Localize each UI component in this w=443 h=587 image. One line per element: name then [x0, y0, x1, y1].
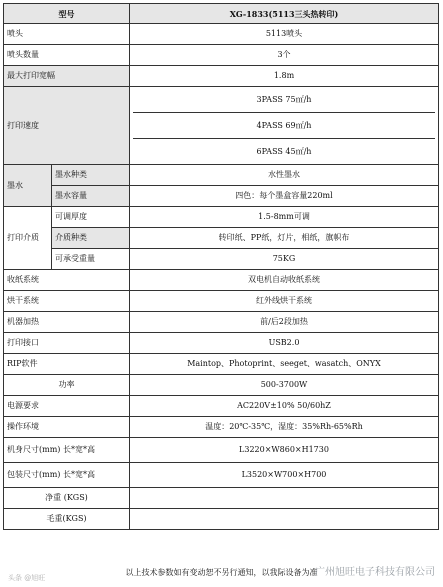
table-row [4, 249, 439, 270]
row-label: 墨水种类 [52, 165, 130, 186]
row-label: 操作环境 [4, 417, 130, 438]
row-label: 烘干系统 [4, 291, 130, 312]
row-value: 1.5-8mm可调 [130, 207, 439, 228]
row-label: 可调厚度 [52, 207, 130, 228]
table-row-speed [4, 87, 439, 165]
row-value: 水性墨水 [130, 165, 439, 186]
row-value: 双电机自动收纸系统 [130, 270, 439, 291]
table-row [4, 488, 439, 509]
row-value: 3个 [130, 45, 439, 66]
table-row [4, 354, 439, 375]
row-label: 机身尺寸(mm) 长*宽*高 [4, 438, 130, 463]
header-label: 型号 [4, 4, 130, 24]
watermark-left: 头条 @旭旺 [8, 574, 46, 582]
row-value: 前/后2段加热 [130, 312, 439, 333]
row-value: 500-3700W [130, 375, 439, 396]
row-label: 电源要求 [4, 396, 130, 417]
footer-note: 以上技术参数如有变动恕不另行通知，以我际设备为准 [125, 568, 318, 577]
spec-table [3, 3, 439, 530]
row-label: 机器加热 [4, 312, 130, 333]
table-row [4, 291, 439, 312]
row-value: 5113喷头 [130, 24, 439, 45]
row-label: 打印接口 [4, 333, 130, 354]
table-row [4, 45, 439, 66]
row-label: 收纸系统 [4, 270, 130, 291]
table-row [4, 165, 439, 186]
row-label: 介质种类 [52, 228, 130, 249]
speed-value: 4PASS 69㎡/h [133, 113, 435, 139]
table-row [4, 228, 439, 249]
row-value: AC220V±10% 50/60hZ [130, 396, 439, 417]
row-label: 可承受重量 [52, 249, 130, 270]
row-label: 喷头数量 [4, 45, 130, 66]
speed-value: 3PASS 75㎡/h [133, 87, 435, 113]
row-value [130, 488, 439, 509]
table-row [4, 463, 439, 488]
row-label: 毛重(KGS) [4, 509, 130, 530]
row-value: Maintop、Photoprint、seeget、wasatch、ONYX [130, 354, 439, 375]
row-label: 最大打印宽幅 [4, 66, 130, 87]
table-row [4, 66, 439, 87]
table-row [4, 333, 439, 354]
table-row [4, 438, 439, 463]
row-value: 四色：每个墨盒容量220ml [130, 186, 439, 207]
row-value: 温度：20℃-35℃，湿度：35%Rh-65%Rh [130, 417, 439, 438]
row-label: 喷头 [4, 24, 130, 45]
table-row [4, 207, 439, 228]
watermark-right: 广州旭旺电子科技有限公司 [315, 567, 435, 578]
table-row [4, 396, 439, 417]
row-label: 功率 [4, 375, 130, 396]
group-label-media: 打印介质 [4, 207, 52, 270]
group-label-ink: 墨水 [4, 165, 52, 207]
table-row [4, 24, 439, 45]
row-label: 包装尺寸(mm) 长*宽*高 [4, 463, 130, 488]
row-value: 75KG [130, 249, 439, 270]
row-label: 净重 (KGS) [4, 488, 130, 509]
table-row [4, 375, 439, 396]
table-header-row [4, 4, 439, 24]
row-label: RIP软件 [4, 354, 130, 375]
header-value: XG-1833(5113三头热转印) [130, 4, 439, 24]
row-value: USB2.0 [130, 333, 439, 354]
row-value: L3520×W700×H700 [130, 463, 439, 488]
table-row [4, 509, 439, 530]
row-label: 打印速度 [4, 87, 130, 165]
row-value: 1.8m [130, 66, 439, 87]
table-row [4, 312, 439, 333]
speed-values [130, 87, 439, 165]
row-value [130, 509, 439, 530]
row-value: 红外线烘干系统 [130, 291, 439, 312]
table-row [4, 186, 439, 207]
speed-value: 6PASS 45㎡/h [256, 146, 312, 156]
row-value: 转印纸、PP纸，灯片，相纸，旗帜布 [130, 228, 439, 249]
row-value: L3220×W860×H1730 [130, 438, 439, 463]
table-row [4, 417, 439, 438]
table-row [4, 270, 439, 291]
row-label: 墨水容量 [52, 186, 130, 207]
